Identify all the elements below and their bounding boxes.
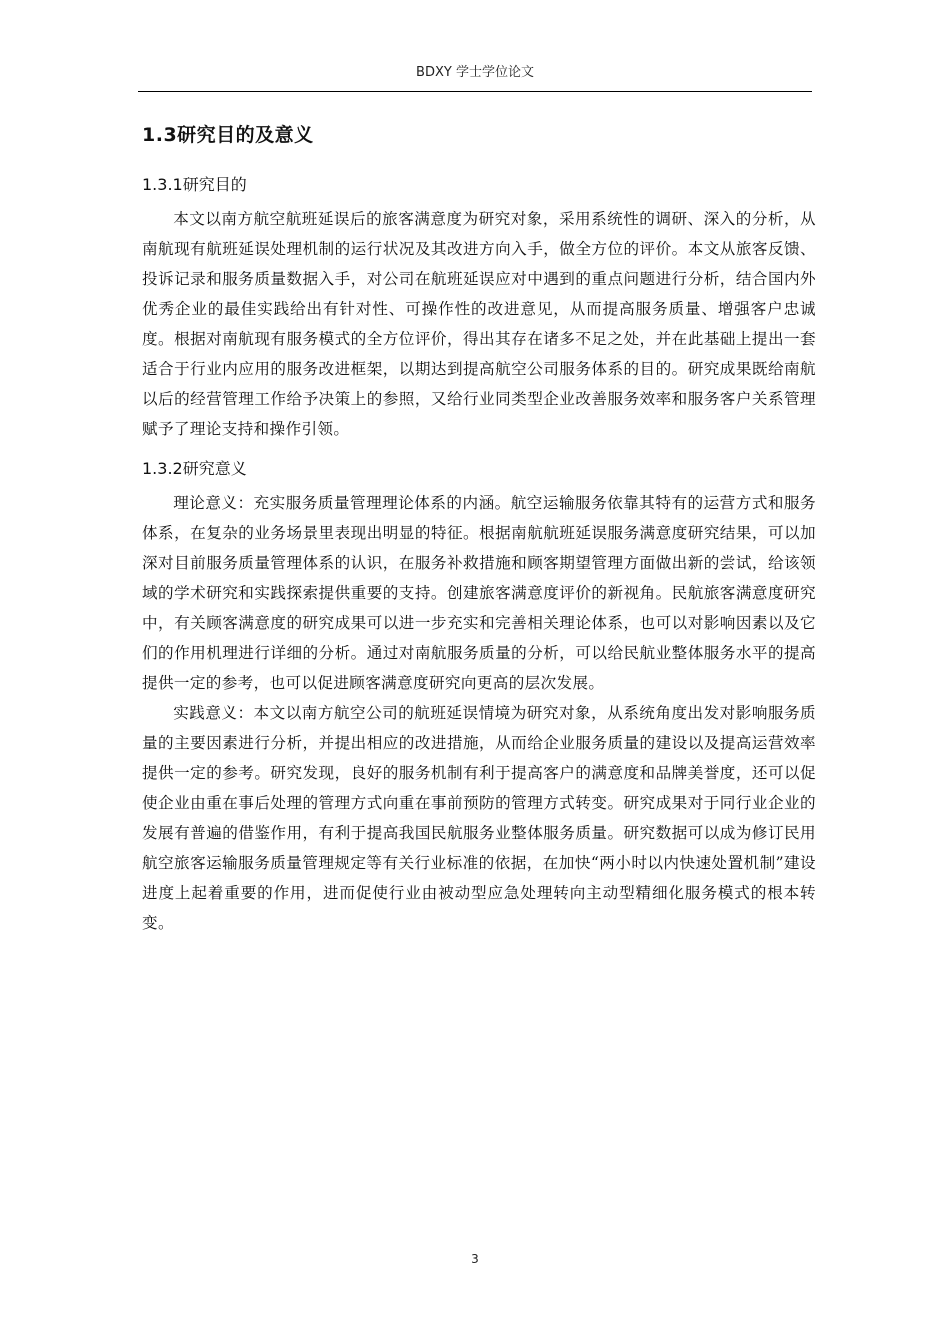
subsection-title-purpose: 1.3.1研究目的 <box>142 175 247 194</box>
section-title: 1.3研究目的及意义 <box>142 124 314 146</box>
page-number: 3 <box>471 1252 479 1266</box>
running-header: BDXY 学士学位论文 <box>416 65 534 80</box>
practice-significance-paragraph: 实践意义：本文以南方航空公司的航班延误情境为研究对象，从系统角度出发对影响服务质量的主要因素进行分析，并提出相应的改进措施，从而给企业服务质量的建设以及提高运营效率提供一定的参考。研究发现，良好的服务机制有利于提高客户的满意度和品牌美誉度，还可以促使企业由重在事后处理的管理方式向重在事前预防的管理方式转变。研究成果对于同行业企业的发展有普遍的借鉴作用，有利于提高我国民航服务业整体服务质量。研究数据可以成为修订民用航空旅客运输服务质量管理规定等有关行业标准的依据，在加快“两小时以内快速处置机制”建设进度上起着重要的作用，进而促使行业由被动型应急处理转向主动型精细化服务模式的根本转变。 <box>142 704 816 932</box>
header-divider <box>138 91 812 92</box>
page-body <box>142 110 816 938</box>
significance-body <box>142 488 816 938</box>
subsection-title-significance: 1.3.2研究意义 <box>142 459 247 478</box>
theory-significance-paragraph: 理论意义：充实服务质量管理理论体系的内涵。航空运输服务依靠其特有的运营方式和服务体系，在复杂的业务场景里表现出明显的特征。根据南航航班延误服务满意度研究结果，可以加深对目前服务质量管理体系的认识，在服务补救措施和顾客期望管理方面做出新的尝试，给该领域的学术研究和实践探索提供重要的支持。创建旅客满意度评价的新视角。民航旅客满意度研究中，有关顾客满意度的研究成果可以进一步充实和完善相关理论体系，也可以对影响因素以及它们的作用机理进行详细的分析。通过对南航服务质量的分析，可以给民航业整体服务水平的提高提供一定的参考，也可以促进顾客满意度研究向更高的层次发展。 <box>142 494 816 692</box>
purpose-paragraph: 本文以南方航空航班延误后的旅客满意度为研究对象，采用系统性的调研、深入的分析，从南航现有航班延误处理机制的运行状况及其改进方向入手，做全方位的评价。本文从旅客反馈、投诉记录和服务质量数据入手，对公司在航班延误应对中遇到的重点问题进行分析，结合国内外优秀企业的最佳实践给出有针对性、可操作性的改进意见，从而提高服务质量、增强客户忠诚度。根据对南航现有服务模式的全方位评价，得出其存在诸多不足之处，并在此基础上提出一套适合于行业内应用的服务改进框架，以期达到提高航空公司服务体系的目的。研究成果既给南航以后的经营管理工作给予决策上的参照，又给行业同类型企业改善服务效率和服务客户关系管理赋予了理论支持和操作引领。 <box>142 210 816 438</box>
purpose-body <box>142 204 816 444</box>
